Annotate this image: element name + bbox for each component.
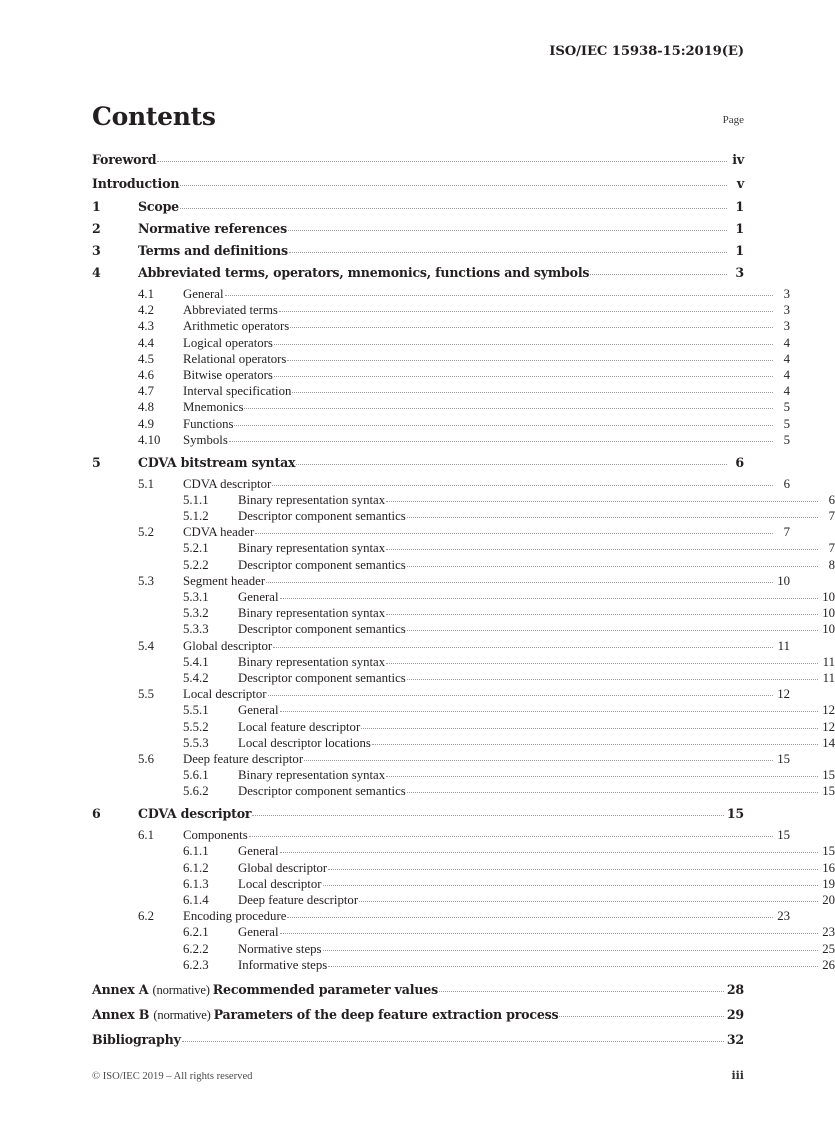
toc-dot-leader xyxy=(274,343,773,345)
toc-entry-label: Global descriptor xyxy=(183,638,273,653)
toc-entry-label: Deep feature descriptor xyxy=(183,751,304,766)
toc-entry-label: Foreword xyxy=(92,152,157,167)
toc-entry-page-number: 23 xyxy=(822,925,835,940)
toc-entry-page-number: 3 xyxy=(783,319,790,334)
toc-dot-leader xyxy=(323,884,819,886)
toc-entry-label: General xyxy=(238,703,279,718)
contents-title-row xyxy=(92,104,744,129)
toc-dot-leader xyxy=(386,775,818,777)
toc-entry-page-number: 15 xyxy=(822,784,835,799)
toc-entry-page-number: 11 xyxy=(777,638,790,653)
toc-entry-number: 6.2.1 xyxy=(183,925,209,940)
toc-dot-leader xyxy=(280,710,819,712)
toc-entry[interactable] xyxy=(92,909,790,924)
toc-entry-number: 4.4 xyxy=(138,335,154,350)
toc-entry-page-number: 10 xyxy=(777,573,790,588)
toc-entry-label: Bibliography xyxy=(92,1031,181,1047)
toc-entry[interactable] xyxy=(92,303,790,318)
toc-entry-number: 5.4.2 xyxy=(183,670,209,685)
toc-entry-page-number: 1 xyxy=(735,243,744,258)
toc-entry-page-number: 15 xyxy=(822,768,835,783)
toc-entry-label: Descriptor component semantics xyxy=(238,509,406,524)
toc-entry-page-number: 6 xyxy=(783,476,790,491)
toc-entry[interactable] xyxy=(92,368,790,383)
toc-entry-page-number: 4 xyxy=(783,335,790,350)
toc-entry[interactable] xyxy=(92,687,790,702)
toc-entry[interactable] xyxy=(92,925,835,940)
toc-dot-leader xyxy=(268,694,774,696)
toc-dot-leader xyxy=(361,727,818,729)
toc-entry[interactable] xyxy=(92,893,835,908)
toc-entry-number: 6.2.3 xyxy=(183,957,209,972)
toc-entry-number: 5.5.2 xyxy=(183,719,209,734)
toc-entry-page-number: 29 xyxy=(726,1006,744,1022)
toc-entry[interactable] xyxy=(92,784,835,799)
toc-entry-label: Deep feature descriptor xyxy=(238,893,359,907)
toc-entry[interactable] xyxy=(92,877,835,892)
toc-entry[interactable] xyxy=(92,558,835,573)
toc-entry-number: 5.3.1 xyxy=(183,590,209,604)
toc-entry[interactable] xyxy=(92,982,744,998)
toc-dot-leader xyxy=(386,613,818,615)
toc-entry-label: Binary representation syntax xyxy=(238,654,386,669)
toc-dot-leader xyxy=(386,500,818,502)
toc-dot-leader xyxy=(407,565,818,567)
toc-dot-leader xyxy=(280,851,819,853)
toc-dot-leader xyxy=(180,207,727,209)
toc-entry-number: 6.1.3 xyxy=(183,876,209,891)
toc-dot-leader xyxy=(249,835,773,837)
toc-dot-leader xyxy=(407,516,818,518)
toc-dot-leader xyxy=(266,581,773,583)
toc-entry[interactable] xyxy=(92,493,835,508)
toc-entry-number: 5.3 xyxy=(138,573,154,588)
toc-entry-label: Segment header xyxy=(183,573,266,588)
toc-dot-leader xyxy=(157,160,727,162)
toc-entry-page-number: 3 xyxy=(735,265,744,280)
toc-entry-page-number: 15 xyxy=(726,806,744,822)
toc-dot-leader xyxy=(274,375,773,377)
toc-entry-number: 5.6.2 xyxy=(183,784,209,799)
toc-entry-number: 4.1 xyxy=(138,287,154,301)
toc-entry-page-number: 15 xyxy=(822,844,835,859)
annex-prefix: Annex A xyxy=(92,981,153,997)
toc-entry-label: Informative steps xyxy=(238,957,328,972)
toc-entry-label: Descriptor component semantics xyxy=(238,670,406,685)
toc-entry-number: 5.5 xyxy=(138,687,154,702)
toc-entry-number: 4.9 xyxy=(138,416,154,431)
toc-entry-number: 4.10 xyxy=(138,432,161,447)
toc-dot-leader xyxy=(234,424,773,426)
table-of-contents xyxy=(92,152,835,1055)
toc-dot-leader xyxy=(290,326,773,328)
toc-entry-page-number: 10 xyxy=(822,606,835,621)
toc-dot-leader xyxy=(372,743,818,745)
toc-entry-label: Descriptor component semantics xyxy=(238,784,406,799)
toc-entry[interactable] xyxy=(92,844,835,859)
toc-entry[interactable] xyxy=(92,525,790,540)
toc-entry-page-number: 4 xyxy=(783,351,790,366)
toc-entry[interactable] xyxy=(92,606,835,621)
toc-dot-leader xyxy=(439,990,724,992)
toc-entry-number: 3 xyxy=(92,243,101,258)
toc-entry-number: 4.7 xyxy=(138,384,154,399)
toc-entry-label: Encoding procedure xyxy=(183,909,287,924)
toc-entry-label: General xyxy=(238,925,279,940)
toc-entry-number: 5.3.3 xyxy=(183,622,209,637)
toc-entry-page-number: 14 xyxy=(822,735,835,750)
toc-entry[interactable] xyxy=(92,477,790,492)
document-footer xyxy=(92,1069,744,1082)
toc-dot-leader xyxy=(407,678,818,680)
toc-entry-label: Normative steps xyxy=(238,941,322,956)
toc-entry[interactable] xyxy=(92,622,835,637)
toc-entry-number: 6.1.2 xyxy=(183,860,209,875)
toc-dot-leader xyxy=(328,965,818,967)
toc-entry-number: 5.3.2 xyxy=(183,606,209,621)
toc-entry-number: 5.6 xyxy=(138,751,154,766)
toc-entry[interactable] xyxy=(92,942,835,957)
toc-entry-number: 6.1.1 xyxy=(183,844,209,859)
toc-entry-label: Binary representation syntax xyxy=(238,768,386,783)
toc-dot-leader xyxy=(287,359,773,361)
toc-entry-label: Local descriptor xyxy=(238,876,322,891)
toc-entry-number: 5.5.3 xyxy=(183,735,209,750)
toc-entry-page-number: 25 xyxy=(822,941,835,956)
toc-dot-leader xyxy=(280,932,819,934)
toc-entry[interactable] xyxy=(92,1032,744,1047)
toc-entry[interactable] xyxy=(92,671,835,686)
toc-entry-page-number: 7 xyxy=(783,525,790,540)
toc-entry[interactable] xyxy=(92,265,744,280)
toc-dot-leader xyxy=(559,1015,723,1017)
toc-entry-number: 4.3 xyxy=(138,319,154,334)
toc-entry-label: CDVA header xyxy=(183,525,255,540)
toc-entry[interactable] xyxy=(92,221,744,236)
toc-entry-number: 2 xyxy=(92,221,101,236)
toc-entry-label: Descriptor component semantics xyxy=(238,557,406,572)
toc-entry-label: General xyxy=(238,844,279,859)
toc-dot-leader xyxy=(229,440,773,442)
toc-dot-leader xyxy=(180,184,727,186)
annex-title: Recommended parameter values xyxy=(212,981,438,997)
toc-entry-label: Binary representation syntax xyxy=(238,606,386,621)
toc-entry-label: CDVA bitstream syntax xyxy=(138,454,296,470)
toc-entry-label: Bitwise operators xyxy=(183,367,273,382)
toc-entry[interactable] xyxy=(92,455,744,470)
toc-entry-number: 5.2 xyxy=(138,525,154,540)
toc-entry[interactable] xyxy=(92,828,790,843)
toc-entry[interactable] xyxy=(92,509,835,524)
toc-entry[interactable] xyxy=(92,720,835,735)
toc-entry-number: 5.1.2 xyxy=(183,509,209,524)
toc-entry-page-number: 32 xyxy=(726,1031,744,1047)
toc-entry-label: General xyxy=(183,287,224,301)
toc-entry[interactable] xyxy=(92,1007,744,1023)
toc-entry-page-number: 4 xyxy=(783,367,790,382)
toc-entry-label: Abbreviated terms xyxy=(183,303,278,318)
toc-entry-page-number: 16 xyxy=(822,860,835,875)
toc-entry-page-number: 3 xyxy=(783,287,790,301)
toc-entry-label: CDVA descriptor xyxy=(138,806,252,822)
toc-entry-number: 5.5.1 xyxy=(183,703,209,718)
toc-entry-page-number: 28 xyxy=(726,981,744,997)
toc-entry[interactable] xyxy=(92,958,835,973)
annex-kind: (normative) xyxy=(152,982,213,997)
toc-entry-number: 1 xyxy=(92,199,101,214)
toc-entry[interactable] xyxy=(92,541,835,556)
toc-entry-label: Functions xyxy=(183,416,234,431)
toc-entry-page-number: 15 xyxy=(777,751,790,766)
toc-entry-page-number: 26 xyxy=(822,957,835,972)
toc-entry-label: Symbols xyxy=(183,432,228,447)
toc-entry-page-number: 8 xyxy=(828,557,835,572)
document-header xyxy=(85,44,744,59)
toc-entry-label: Arithmetic operators xyxy=(183,319,290,334)
toc-entry[interactable] xyxy=(92,736,835,751)
toc-entry-page-number: 10 xyxy=(822,590,835,604)
toc-entry-label: Relational operators xyxy=(183,351,287,366)
toc-entry-label: Local feature descriptor xyxy=(238,719,361,734)
toc-entry[interactable] xyxy=(92,655,835,670)
toc-dot-leader xyxy=(590,273,727,275)
toc-entry-page-number: 7 xyxy=(828,509,835,524)
copyright-notice: © ISO/IEC 2019 – All rights reserved xyxy=(92,1071,253,1082)
toc-dot-leader xyxy=(386,662,818,664)
toc-entry-page-number: 19 xyxy=(822,876,835,891)
toc-dot-leader xyxy=(255,532,773,534)
toc-entry-page-number: 1 xyxy=(735,199,744,214)
page-title: Contents xyxy=(92,102,216,131)
toc-entry-label: Logical operators xyxy=(183,335,273,350)
toc-entry-page-number: 6 xyxy=(735,454,744,470)
toc-entry[interactable] xyxy=(92,590,835,605)
annex-title: Parameters of the deep feature extraction process xyxy=(213,1006,559,1022)
toc-entry[interactable] xyxy=(92,433,790,448)
toc-dot-leader xyxy=(407,791,818,793)
toc-entry[interactable] xyxy=(92,243,744,258)
toc-entry-number: 6.2 xyxy=(138,909,154,924)
toc-entry[interactable] xyxy=(92,287,790,302)
toc-dot-leader xyxy=(182,1040,724,1042)
annex-prefix: Annex B xyxy=(92,1006,154,1022)
toc-entry-number: 6 xyxy=(92,806,101,822)
toc-dot-leader xyxy=(280,597,819,599)
toc-entry-label: Descriptor component semantics xyxy=(238,622,406,637)
toc-entry-page-number: 12 xyxy=(777,687,790,702)
page-folio: iii xyxy=(731,1069,744,1082)
toc-entry-label: Binary representation syntax xyxy=(238,541,386,556)
toc-entry[interactable] xyxy=(92,384,790,399)
toc-entry-number: 5.4.1 xyxy=(183,654,209,669)
toc-entry-page-number: 20 xyxy=(822,893,835,907)
toc-entry-page-number: 23 xyxy=(777,909,790,924)
toc-entry-page-number: 3 xyxy=(783,303,790,318)
toc-entry-number: 5.1.1 xyxy=(183,492,209,507)
toc-entry-label: Scope xyxy=(138,199,179,214)
toc-entry[interactable] xyxy=(92,806,744,821)
toc-entry-number: 5.1 xyxy=(138,476,154,491)
toc-entry[interactable] xyxy=(92,417,790,432)
toc-entry-label: Local descriptor xyxy=(183,687,267,702)
standard-reference: ISO/IEC 15938-15:2019(E) xyxy=(549,44,744,59)
toc-dot-leader xyxy=(323,949,818,951)
toc-dot-leader xyxy=(252,814,724,816)
toc-entry[interactable] xyxy=(92,319,790,334)
toc-dot-leader xyxy=(296,463,727,465)
toc-entry-number: 6.2.2 xyxy=(183,941,209,956)
toc-entry[interactable] xyxy=(92,574,790,589)
toc-entry[interactable] xyxy=(92,768,835,783)
toc-dot-leader xyxy=(279,310,773,312)
toc-dot-leader xyxy=(304,759,773,761)
toc-entry[interactable] xyxy=(92,400,790,415)
toc-entry-label: Terms and definitions xyxy=(138,243,288,258)
toc-entry-page-number: 10 xyxy=(822,622,835,637)
toc-entry-label: Global descriptor xyxy=(238,860,328,875)
toc-entry-page-number: 5 xyxy=(783,400,790,415)
toc-entry-page-number: iv xyxy=(732,152,744,167)
toc-dot-leader xyxy=(287,916,773,918)
toc-dot-leader xyxy=(292,391,773,393)
toc-entry-label: Components xyxy=(183,828,248,843)
toc-entry[interactable] xyxy=(92,703,835,718)
toc-dot-leader xyxy=(288,229,727,231)
toc-entry-label: Binary representation syntax xyxy=(238,492,386,507)
toc-entry-label: CDVA descriptor xyxy=(183,476,272,491)
toc-entry-label: Mnemonics xyxy=(183,400,244,415)
toc-dot-leader xyxy=(289,251,727,253)
toc-dot-leader xyxy=(244,407,773,409)
toc-entry-number: 5.6.1 xyxy=(183,768,209,783)
toc-entry-number: 5.4 xyxy=(138,638,154,653)
toc-dot-leader xyxy=(272,484,773,486)
toc-entry-number: 4.8 xyxy=(138,400,154,415)
toc-entry-number: 5.2.2 xyxy=(183,557,209,572)
toc-dot-leader xyxy=(359,900,818,902)
toc-entry[interactable] xyxy=(92,152,744,167)
annex-kind: (normative) xyxy=(153,1007,214,1022)
toc-entry-page-number: 7 xyxy=(828,541,835,556)
toc-dot-leader xyxy=(328,868,818,870)
toc-entry[interactable] xyxy=(92,176,744,191)
toc-entry-number: 6.1.4 xyxy=(183,893,209,907)
toc-entry[interactable] xyxy=(92,639,790,654)
toc-entry-number: 5 xyxy=(92,454,101,470)
toc-dot-leader xyxy=(225,294,774,296)
toc-entry-label: Introduction xyxy=(92,175,180,191)
toc-entry-label: General xyxy=(238,590,279,604)
toc-entry-number: 4 xyxy=(92,265,101,280)
toc-entry-page-number: 5 xyxy=(783,432,790,447)
toc-entry-number: 4.5 xyxy=(138,351,154,366)
toc-entry-number: 5.2.1 xyxy=(183,541,209,556)
toc-entry-page-number: 5 xyxy=(783,416,790,431)
toc-entry-number: 4.6 xyxy=(138,367,154,382)
toc-entry-page-number: 11 xyxy=(822,670,835,685)
toc-entry-page-number: 6 xyxy=(828,492,835,507)
toc-entry[interactable] xyxy=(92,352,790,367)
toc-entry-page-number: 12 xyxy=(822,719,835,734)
toc-entry-page-number: 4 xyxy=(783,384,790,399)
toc-entry-page-number: v xyxy=(736,175,744,191)
toc-entry-label: Normative references xyxy=(138,221,288,236)
toc-entry-label: Local descriptor locations xyxy=(238,735,371,750)
toc-entry-label xyxy=(92,1007,558,1023)
toc-entry-number: 6.1 xyxy=(138,828,154,843)
toc-entry[interactable] xyxy=(92,199,744,214)
toc-dot-leader xyxy=(407,629,818,631)
toc-entry-label: Abbreviated terms, operators, mnemonics, functions and symbols xyxy=(138,265,590,280)
toc-entry-number: 4.2 xyxy=(138,303,154,318)
toc-dot-leader xyxy=(273,646,773,648)
toc-entry-label xyxy=(92,982,438,998)
toc-dot-leader xyxy=(386,548,818,550)
toc-entry-label: Interval specification xyxy=(183,384,292,399)
toc-entry[interactable] xyxy=(92,861,835,876)
toc-entry[interactable] xyxy=(92,336,790,351)
toc-entry-page-number: 15 xyxy=(777,828,790,843)
page-column-header: Page xyxy=(722,114,744,126)
toc-entry-page-number: 1 xyxy=(735,221,744,236)
toc-entry[interactable] xyxy=(92,752,790,767)
toc-entry-page-number: 12 xyxy=(822,703,835,718)
toc-entry-page-number: 11 xyxy=(822,654,835,669)
